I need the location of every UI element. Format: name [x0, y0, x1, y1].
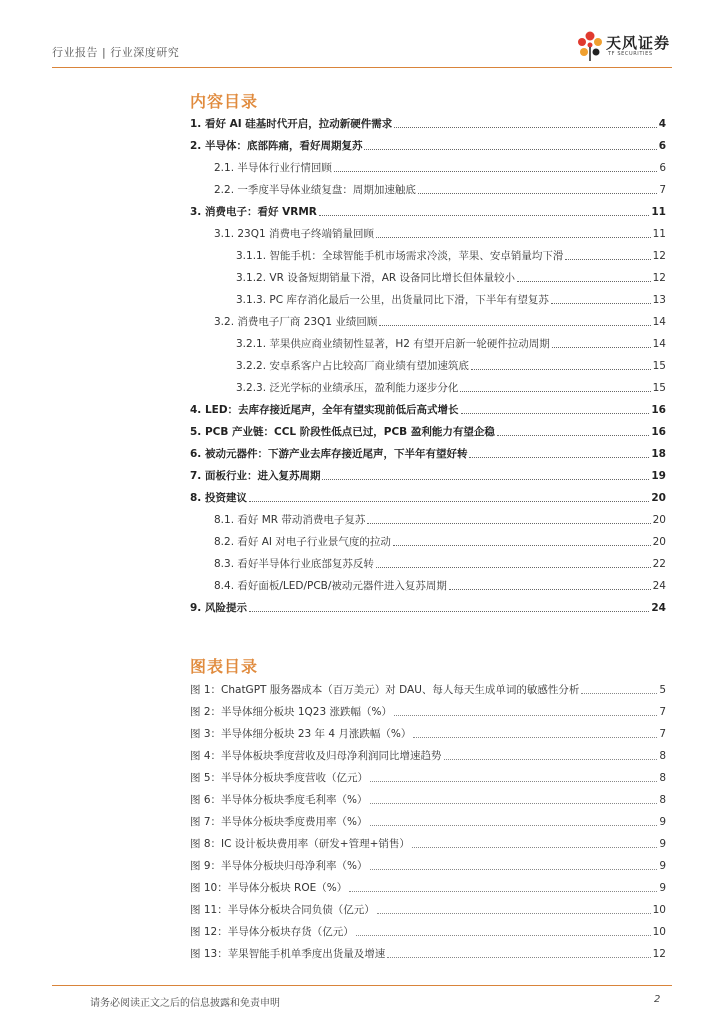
entry-page-number: 9	[659, 838, 666, 850]
dot-leader	[394, 715, 657, 716]
entry-title: 图 11：半导体分板块合同负债（亿元）	[190, 904, 375, 916]
entry-page-number: 12	[652, 272, 666, 284]
entry-page-number: 9	[659, 882, 666, 894]
entry-title: 图 10：半导体分板块 ROE（%）	[190, 882, 348, 894]
entry-title: 8.4. 看好面板/LED/PCB/被动元器件进入复苏周期	[214, 580, 447, 592]
contents-title: 内容目录	[190, 92, 259, 111]
page-number: 2	[654, 994, 661, 1005]
toc-entry[interactable]	[236, 249, 666, 263]
toc-entry[interactable]	[190, 117, 666, 131]
entry-page-number: 13	[652, 294, 666, 306]
toc-entry[interactable]	[190, 425, 666, 439]
footer-divider	[52, 985, 672, 986]
toc-entry[interactable]	[214, 557, 666, 571]
entry-page-number: 14	[652, 338, 666, 350]
entry-title: 图 9：半导体分板块归母净利率（%）	[190, 860, 368, 872]
entry-title: 2.1. 半导体行业行情回顾	[214, 162, 332, 174]
toc-entry[interactable]	[214, 227, 666, 241]
dot-leader	[551, 303, 651, 304]
page-header	[52, 26, 672, 66]
entry-title: 3.2.1. 苹果供应商业绩韧性显著，H2 有望开启新一轮硬件拉动周期	[236, 338, 550, 350]
dot-leader	[370, 803, 658, 804]
toc-entry[interactable]	[190, 469, 666, 483]
entry-page-number: 6	[659, 162, 666, 174]
dot-leader	[370, 869, 658, 870]
logo-text-cn: 天风证券	[606, 34, 671, 52]
entry-page-number: 10	[652, 904, 666, 916]
dot-leader	[471, 369, 651, 370]
entry-page-number: 22	[652, 558, 666, 570]
entry-page-number: 20	[652, 514, 666, 526]
toc-entry[interactable]	[236, 381, 666, 395]
toc-entry[interactable]	[236, 359, 666, 373]
entry-page-number: 8	[659, 772, 666, 784]
entry-page-number: 7	[659, 728, 666, 740]
entry-page-number: 14	[652, 316, 666, 328]
figure-entry[interactable]	[190, 903, 666, 917]
dot-leader	[379, 325, 650, 326]
entry-page-number: 5	[659, 684, 666, 696]
dot-leader	[370, 781, 657, 782]
entry-title: 3.1.2. VR 设备短期销量下滑，AR 设备同比增长但体量较小	[236, 272, 516, 284]
entry-title: 8.2. 看好 AI 对电子行业景气度的拉动	[214, 536, 391, 548]
entry-title: 图 3：半导体细分板块 23 年 4 月涨跌幅（%）	[190, 728, 412, 740]
dot-leader	[387, 957, 650, 958]
dot-leader	[367, 523, 650, 524]
dot-leader	[249, 611, 649, 612]
figure-entry[interactable]	[190, 925, 666, 939]
dot-leader	[376, 567, 651, 568]
entry-title: 2. 半导体：底部阵痛，看好周期复苏	[190, 140, 363, 152]
toc-entry[interactable]	[214, 161, 666, 175]
toc-entry[interactable]	[214, 183, 666, 197]
company-logo	[562, 26, 672, 66]
dot-leader	[552, 347, 651, 348]
entry-title: 图 8：IC 设计板块费用率（研发+管理+销售）	[190, 838, 410, 850]
toc-entry[interactable]	[190, 447, 666, 461]
entry-title: 图 2：半导体细分板块 1Q23 涨跌幅（%）	[190, 706, 392, 718]
dot-leader	[319, 215, 650, 216]
entry-title: 图 4：半导体板块季度营收及归母净利润同比增速趋势	[190, 750, 442, 762]
entry-page-number: 11	[651, 206, 666, 218]
entry-page-number: 15	[652, 360, 666, 372]
logo-text-en: TF SECURITIES	[608, 51, 653, 57]
entry-title: 3.1.3. PC 库存消化最后一公里，出货量同比下滑，下半年有望复苏	[236, 294, 549, 306]
dot-leader	[364, 149, 656, 150]
entry-title: 图 7：半导体分板块季度费用率（%）	[190, 816, 368, 828]
header-divider	[52, 67, 672, 68]
entry-title: 图 5：半导体分板块季度营收（亿元）	[190, 772, 369, 784]
dot-leader	[449, 589, 651, 590]
figure-entry[interactable]	[190, 837, 666, 851]
entry-page-number: 24	[652, 580, 666, 592]
entry-page-number: 4	[658, 118, 666, 130]
figure-entry[interactable]	[190, 815, 666, 829]
entry-title: 图 12：半导体分板块存货（亿元）	[190, 926, 354, 938]
figure-entry[interactable]	[190, 683, 666, 697]
dot-leader	[412, 847, 657, 848]
entry-page-number: 12	[652, 948, 666, 960]
dot-leader	[249, 501, 649, 502]
toc-entry[interactable]	[190, 403, 666, 417]
entry-page-number: 11	[652, 228, 666, 240]
dot-leader	[444, 759, 658, 760]
figure-entry[interactable]	[190, 947, 666, 961]
figure-entry[interactable]	[190, 771, 666, 785]
entry-page-number: 16	[651, 404, 666, 416]
entry-page-number: 8	[659, 750, 666, 762]
entry-title: 3. 消费电子：看好 VRMR	[190, 206, 317, 218]
entry-page-number: 7	[659, 184, 666, 196]
toc-entry[interactable]	[236, 293, 666, 307]
figure-entry[interactable]	[190, 705, 666, 719]
figure-entry[interactable]	[190, 727, 666, 741]
dot-leader	[393, 545, 651, 546]
toc-entry[interactable]	[190, 601, 666, 615]
dot-leader	[461, 413, 650, 414]
dot-leader	[349, 891, 657, 892]
dot-leader	[322, 479, 649, 480]
dot-leader	[460, 391, 650, 392]
dot-leader	[418, 193, 657, 194]
entry-page-number: 20	[651, 492, 666, 504]
dot-leader	[377, 913, 651, 914]
entry-page-number: 15	[652, 382, 666, 394]
toc-entry[interactable]	[214, 579, 666, 593]
entry-title: 4. LED：去库存接近尾声，全年有望实现前低后高式增长	[190, 404, 459, 416]
entry-title: 8. 投资建议	[190, 492, 247, 504]
figure-entry[interactable]	[190, 859, 666, 873]
entry-title: 3.2.3. 泛光学标的业绩承压，盈利能力逐步分化	[236, 382, 459, 394]
entry-title: 3.2.2. 安卓系客户占比较高厂商业绩有望加速筑底	[236, 360, 469, 372]
entry-title: 5. PCB 产业链：CCL 阶段性低点已过，PCB 盈利能力有望企稳	[190, 426, 495, 438]
entry-page-number: 9	[659, 860, 666, 872]
entry-page-number: 6	[658, 140, 666, 152]
toc-entry[interactable]	[236, 337, 666, 351]
dot-leader	[517, 281, 651, 282]
breadcrumb: 行业报告 | 行业深度研究	[52, 46, 180, 59]
dot-leader	[581, 693, 657, 694]
toc-entry[interactable]	[190, 205, 666, 219]
figures-title: 图表目录	[190, 657, 259, 676]
figure-entry[interactable]	[190, 881, 666, 895]
entry-title: 2.2. 一季度半导体业绩复盘：周期加速触底	[214, 184, 416, 196]
entry-page-number: 24	[651, 602, 666, 614]
footer-disclaimer: 请务必阅读正文之后的信息披露和免责申明	[90, 998, 280, 1009]
entry-title: 图 1：ChatGPT 服务器成本（百万美元）对 DAU、每人每天生成单词的敏感性分析	[190, 684, 580, 696]
entry-title: 3.2. 消费电子厂商 23Q1 业绩回顾	[214, 316, 378, 328]
entry-title: 图 6：半导体分板块季度毛利率（%）	[190, 794, 368, 806]
entry-title: 9. 风险提示	[190, 602, 247, 614]
dot-leader	[334, 171, 657, 172]
entry-page-number: 8	[659, 794, 666, 806]
toc-entry[interactable]	[236, 271, 666, 285]
entry-title: 3.1.1. 智能手机：全球智能手机市场需求冷淡，苹果、安卓销量均下滑	[236, 250, 564, 262]
entry-page-number: 16	[651, 426, 666, 438]
entry-page-number: 19	[651, 470, 666, 482]
entry-page-number: 10	[652, 926, 666, 938]
toc-entry[interactable]	[190, 491, 666, 505]
toc-entry[interactable]	[214, 513, 666, 527]
dot-leader	[413, 737, 657, 738]
entry-page-number: 7	[659, 706, 666, 718]
dot-leader	[356, 935, 651, 936]
entry-page-number: 20	[652, 536, 666, 548]
entry-page-number: 9	[659, 816, 666, 828]
logo-flower-icon	[576, 30, 604, 62]
toc-entry[interactable]	[214, 535, 666, 549]
entry-page-number: 12	[652, 250, 666, 262]
entry-title: 3.1. 23Q1 消费电子终端销量回顾	[214, 228, 375, 240]
dot-leader	[565, 259, 650, 260]
entry-title: 6. 被动元器件：下游产业去库存接近尾声，下半年有望好转	[190, 448, 468, 460]
toc-entry[interactable]	[214, 315, 666, 329]
entry-title: 8.3. 看好半导体行业底部复苏反转	[214, 558, 374, 570]
dot-leader	[394, 127, 656, 128]
entry-title: 图 13：苹果智能手机单季度出货量及增速	[190, 948, 386, 960]
dot-leader	[469, 457, 649, 458]
dot-leader	[370, 825, 658, 826]
entry-title: 8.1. 看好 MR 带动消费电子复苏	[214, 514, 366, 526]
dot-leader	[376, 237, 651, 238]
entry-title: 7. 面板行业：进入复苏周期	[190, 470, 321, 482]
dot-leader	[497, 435, 650, 436]
toc-entry[interactable]	[190, 139, 666, 153]
entry-title: 1. 看好 AI 硅基时代开启，拉动新硬件需求	[190, 118, 393, 130]
entry-page-number: 18	[651, 448, 666, 460]
figure-entry[interactable]	[190, 749, 666, 763]
figure-entry[interactable]	[190, 793, 666, 807]
